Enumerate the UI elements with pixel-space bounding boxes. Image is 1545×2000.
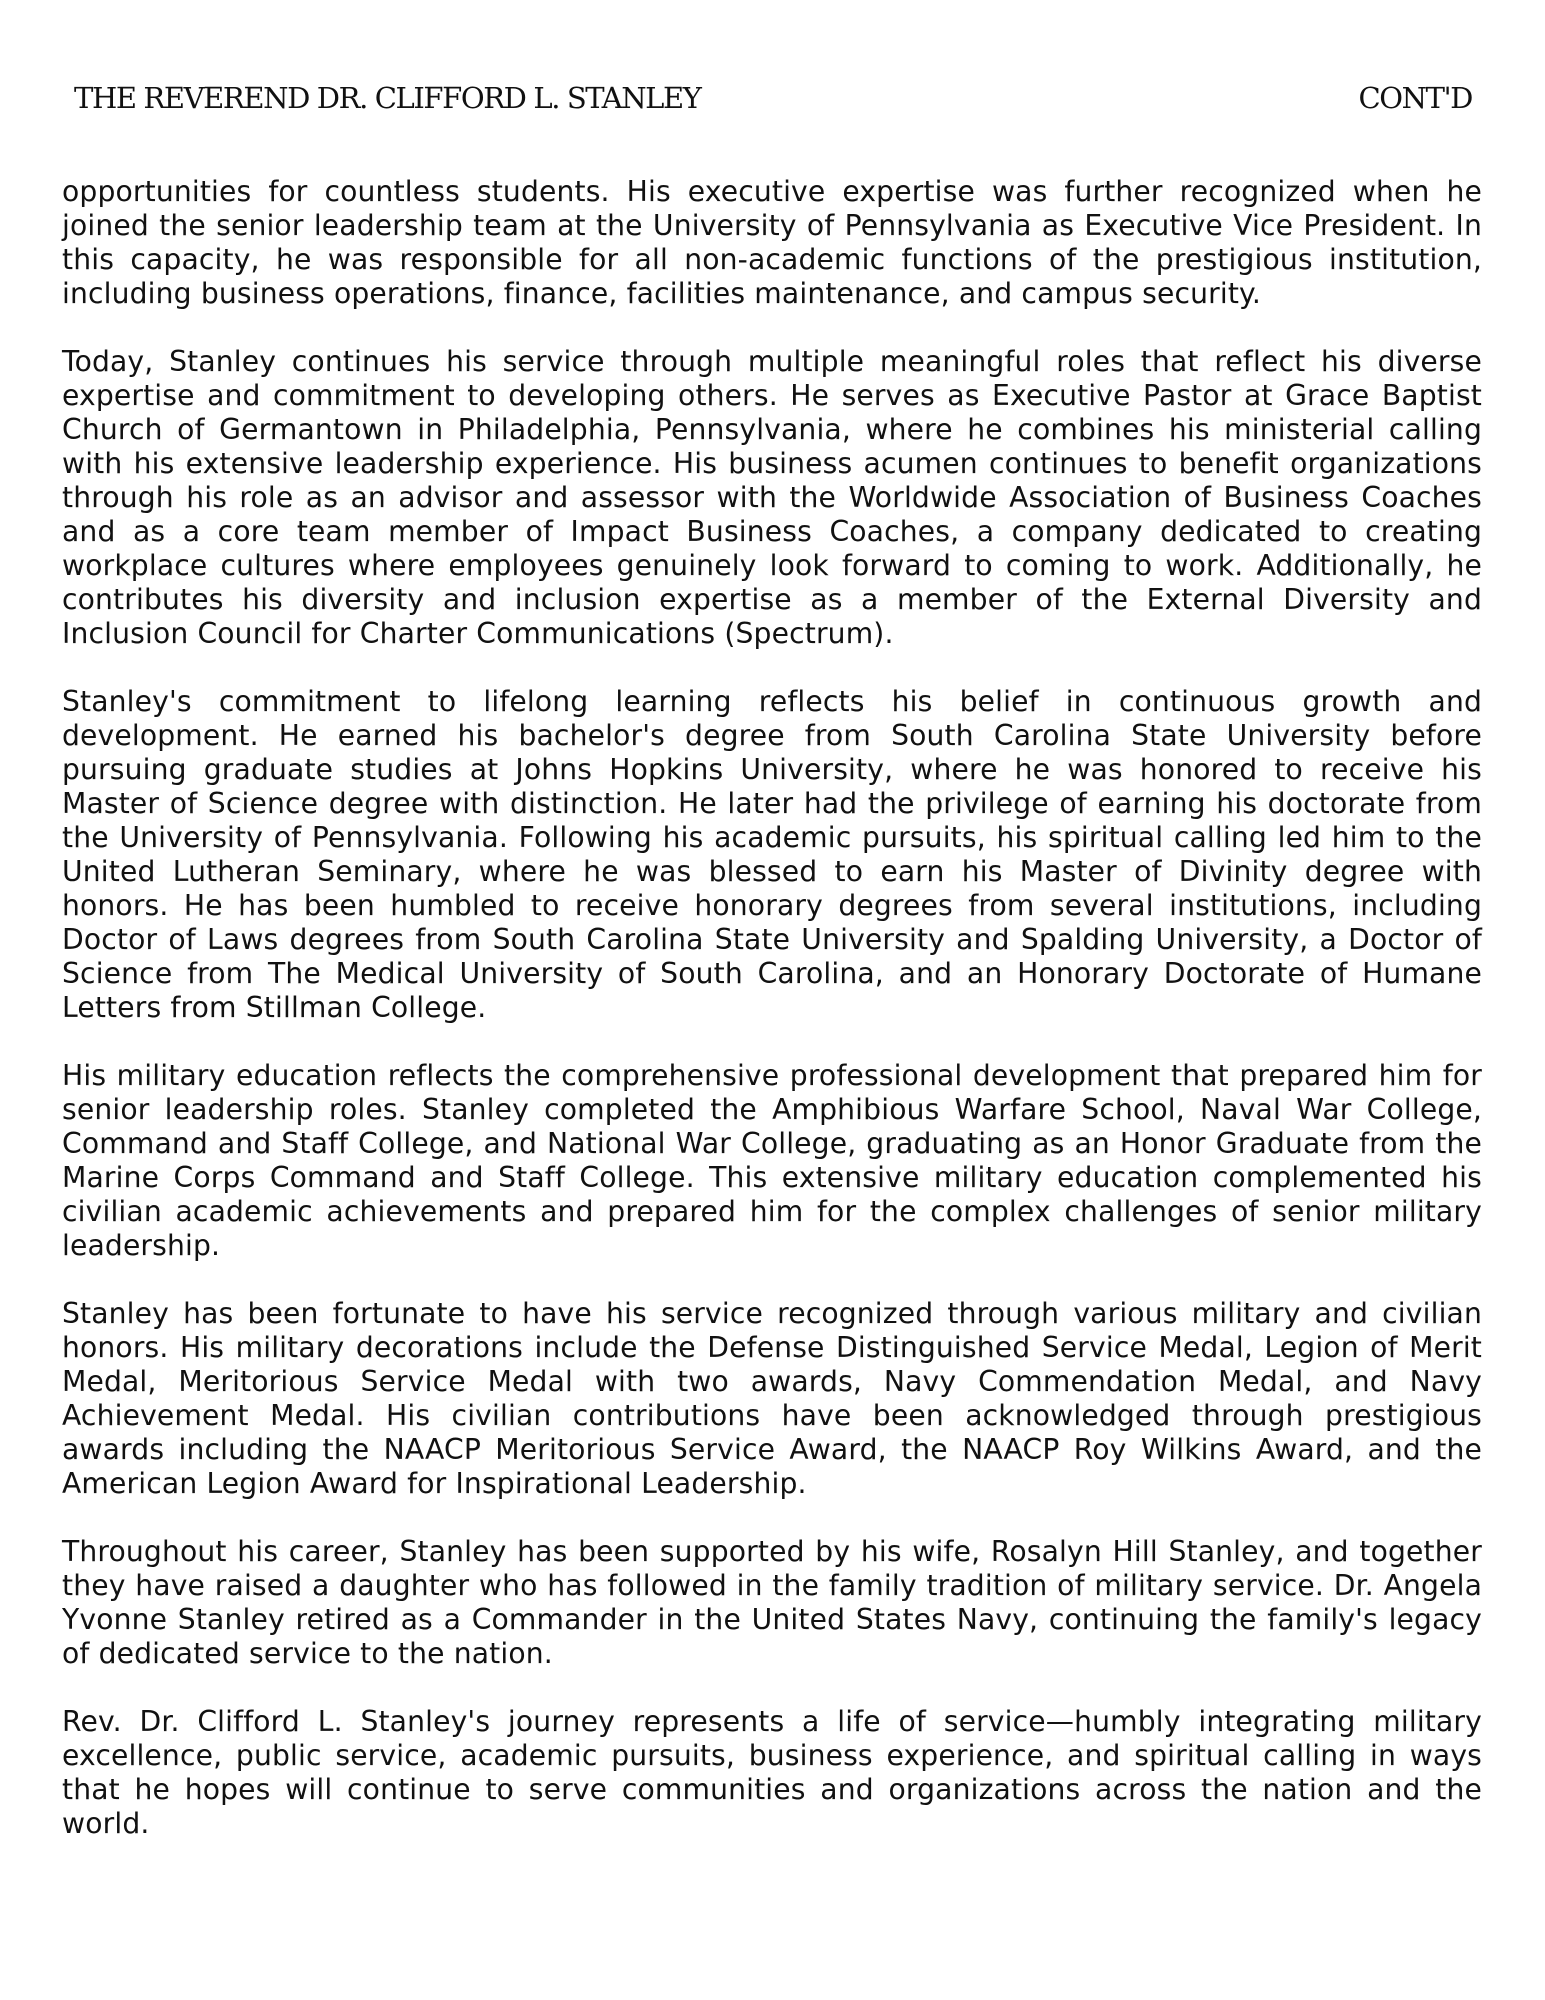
paragraph-education: Stanley's commitment to lifelong learning reflects his belief in continuous growth and development. He earned his bachelor's degree from South Carolina State University before pursuing graduate studies at Johns Hopkins University, where he was honored to receive his Master of Science degree with distinction. He later had the privilege of earning his doctorate from the University of Pennsylvania. Following his academic pursuits, his spiritual calling led him to the United Lutheran Seminary, where he was blessed to earn his Master of Divinity degree with honors. He has been humbled to receive honorary degrees from several institutions, including Doctor of Laws degrees from South Carolina State University and Spalding University, a Doctor of Science from The Medical University of South Carolina, and an Honorary Doctorate of Humane Letters from Stillman College. (62, 685, 1482, 1024)
paragraph-career-penn: opportunities for countless students. His executive expertise was further recognized when he joined the senior leadership team at the University of Pennsylvania as Executive Vice President. In this capacity, he was responsible for all non-academic functions of the prestigious institution, including business operations, finance, facilities maintenance, and campus security. (62, 175, 1482, 310)
paragraph-family: Throughout his career, Stanley has been supported by his wife, Rosalyn Hill Stanley, and together they have raised a daughter who has followed in the family tradition of military service. Dr. Angela Yvonne Stanley retired as a Commander in the United States Navy, continuing the family's legacy of dedicated service to the nation. (62, 1535, 1482, 1670)
page-header (74, 76, 1472, 120)
paragraph-honors: Stanley has been fortunate to have his service recognized through various military and civilian honors. His military decorations include the Defense Distinguished Service Medal, Legion of Merit Medal, Meritorious Service Medal with two awards, Navy Commendation Medal, and Navy Achievement Medal. His civilian contributions have been acknowledged through prestigious awards including the NAACP Meritorious Service Award, the NAACP Roy Wilkins Award, and the American Legion Award for Inspirational Leadership. (62, 1297, 1482, 1500)
header-continued: CONT'D (1358, 81, 1472, 115)
header-title: THE REVEREND DR. CLIFFORD L. STANLEY (74, 81, 701, 115)
biography-body (62, 175, 1482, 1875)
paragraph-current-roles: Today, Stanley continues his service through multiple meaningful roles that reflect his diverse expertise and commitment to developing others. He serves as Executive Pastor at Grace Baptist Church of Germantown in Philadelphia, Pennsylvania, where he combines his ministerial calling with his extensive leadership experience. His business acumen continues to benefit organizations through his role as an advisor and assessor with the Worldwide Association of Business Coaches and as a core team member of Impact Business Coaches, a company dedicated to creating workplace cultures where employees genuinely look forward to coming to work. Additionally, he contributes his diversity and inclusion expertise as a member of the External Diversity and Inclusion Council for Charter Communications (Spectrum). (62, 345, 1482, 650)
paragraph-closing: Rev. Dr. Clifford L. Stanley's journey represents a life of service—humbly integrating military excellence, public service, academic pursuits, business experience, and spiritual calling in ways that he hopes will continue to serve communities and organizations across the nation and the world. (62, 1705, 1482, 1840)
paragraph-military-education: His military education reflects the comprehensive professional development that prepared him for senior leadership roles. Stanley completed the Amphibious Warfare School, Naval War College, Command and Staff College, and National War College, graduating as an Honor Graduate from the Marine Corps Command and Staff College. This extensive military education complemented his civilian academic achievements and prepared him for the complex challenges of senior military leadership. (62, 1059, 1482, 1262)
